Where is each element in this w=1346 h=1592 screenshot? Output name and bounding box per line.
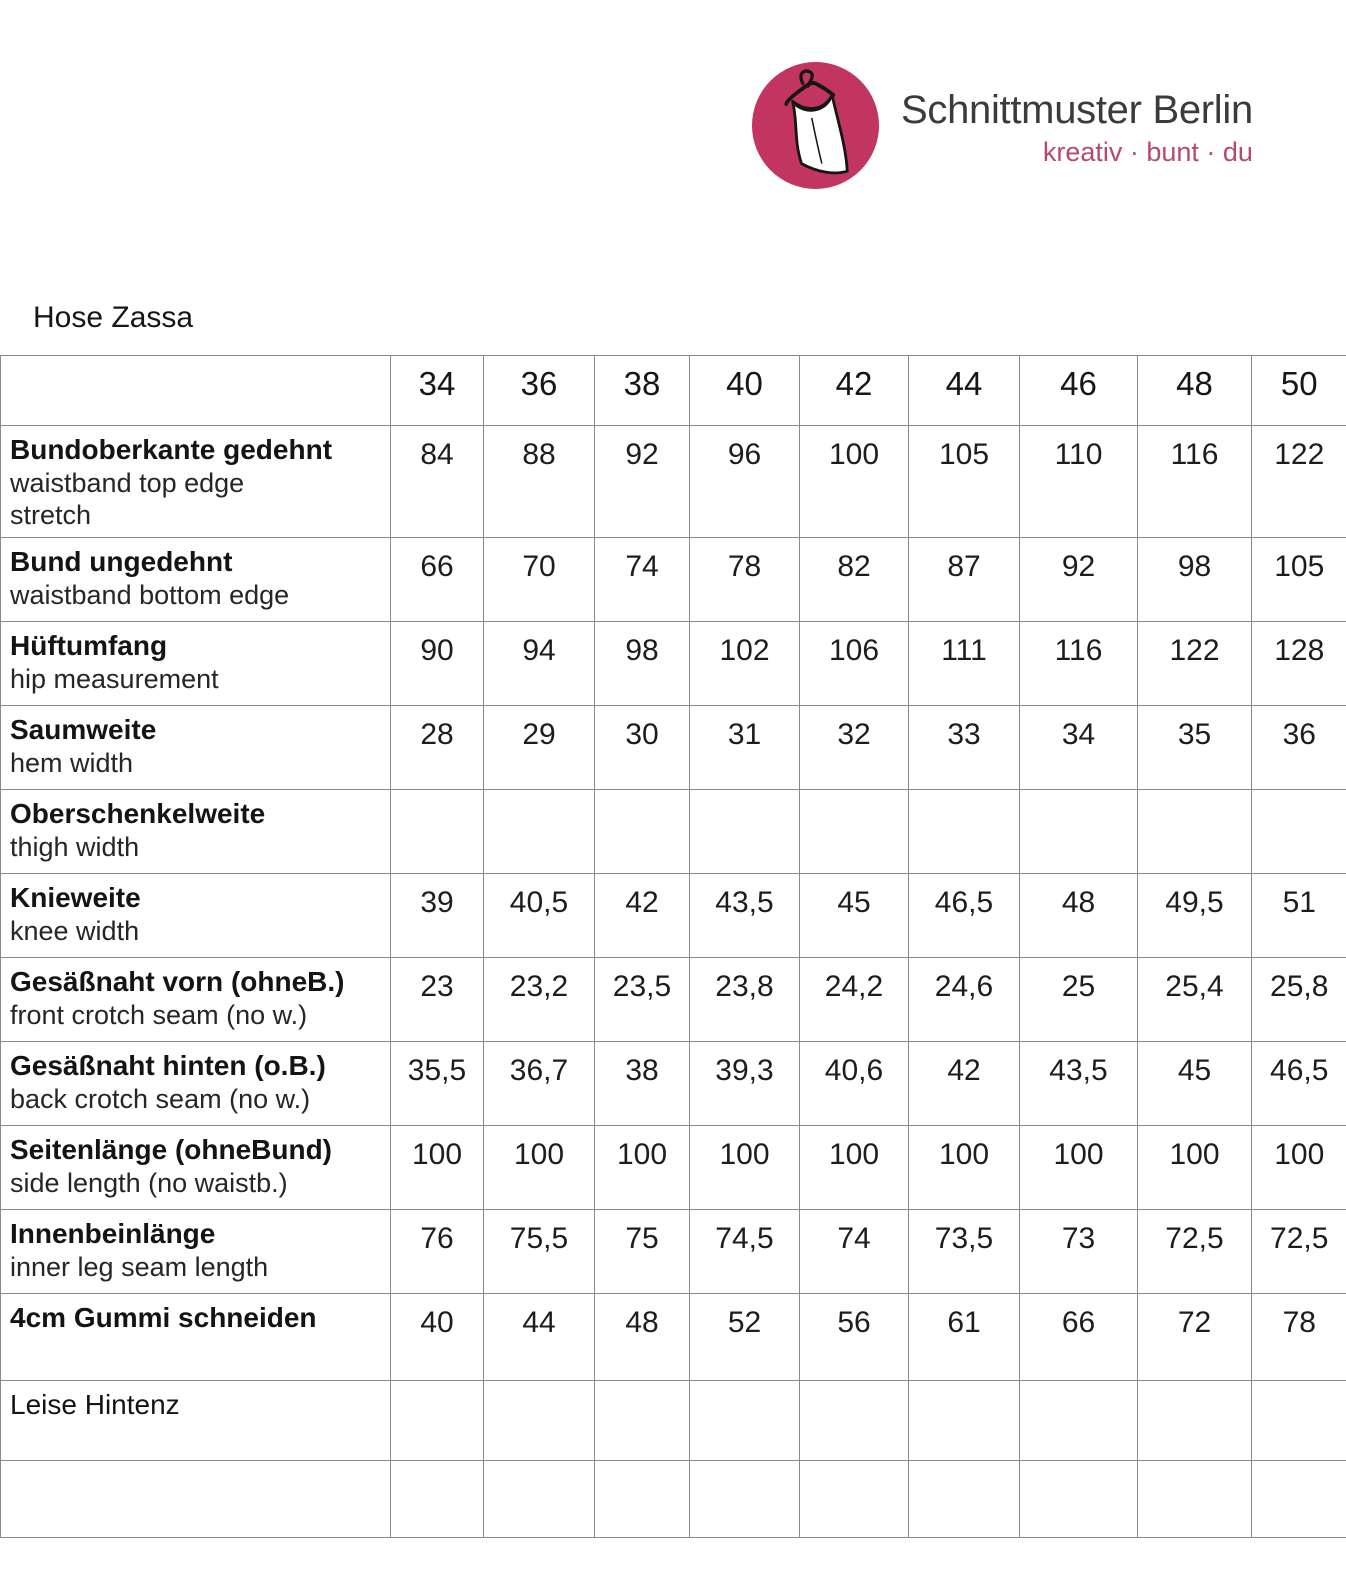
table-row [1, 622, 1346, 706]
table-row [1, 538, 1346, 622]
value-cell [595, 790, 690, 874]
size-column-header: 36 [484, 356, 595, 426]
value-cell: 23,5 [595, 958, 690, 1042]
value-cell: 56 [800, 1294, 909, 1381]
measurement-label-en: hem width [10, 747, 134, 778]
table-row [1, 1042, 1346, 1126]
value-cell: 36 [1252, 706, 1346, 790]
value-cell [1252, 1461, 1346, 1538]
value-cell: 73,5 [909, 1210, 1020, 1294]
value-cell: 51 [1252, 874, 1346, 958]
measurement-label-en: front crotch seam (no w.) [10, 999, 308, 1030]
value-cell: 116 [1138, 426, 1252, 538]
measurement-label-en: thigh width [10, 831, 140, 862]
value-cell: 24,2 [800, 958, 909, 1042]
value-cell: 100 [909, 1126, 1020, 1210]
value-cell: 74 [595, 538, 690, 622]
value-cell [1138, 790, 1252, 874]
value-cell: 43,5 [1020, 1042, 1138, 1126]
measurement-label-en: side length (no waistb.) [10, 1167, 288, 1198]
value-cell: 102 [690, 622, 800, 706]
value-cell: 100 [1138, 1126, 1252, 1210]
value-cell: 100 [690, 1126, 800, 1210]
value-cell [800, 1461, 909, 1538]
value-cell: 46,5 [1252, 1042, 1346, 1126]
value-cell: 87 [909, 538, 1020, 622]
value-cell: 48 [1020, 874, 1138, 958]
value-cell: 100 [1252, 1126, 1346, 1210]
measurement-label-cell [1, 538, 391, 622]
value-cell: 90 [391, 622, 484, 706]
value-cell: 46,5 [909, 874, 1020, 958]
table-row [1, 1210, 1346, 1294]
table-row [1, 1381, 1346, 1461]
table-corner-cell [1, 356, 391, 426]
value-cell: 98 [1138, 538, 1252, 622]
brand-tagline: kreativ · bunt · du [1042, 137, 1253, 167]
table-row [1, 706, 1346, 790]
value-cell: 35,5 [391, 1042, 484, 1126]
measurement-label-en: waistband top edge stretch [10, 467, 245, 530]
value-cell: 24,6 [909, 958, 1020, 1042]
page-title: Hose Zassa [33, 301, 194, 334]
measurement-label-cell [1, 874, 391, 958]
value-cell: 43,5 [690, 874, 800, 958]
table-row [1, 1461, 1346, 1538]
measurement-label-de: Bund ungedehnt [10, 546, 233, 578]
value-cell: 61 [909, 1294, 1020, 1381]
value-cell [484, 790, 595, 874]
value-cell: 72,5 [1138, 1210, 1252, 1294]
value-cell: 32 [800, 706, 909, 790]
value-cell: 92 [595, 426, 690, 538]
measurement-label-de: Leise Hintenz [10, 1389, 180, 1421]
value-cell: 100 [484, 1126, 595, 1210]
value-cell: 48 [595, 1294, 690, 1381]
measurement-label-en: waistband bottom edge [10, 579, 290, 610]
measurement-label-en: hip measurement [10, 663, 219, 694]
measurement-label-de: Saumweite [10, 714, 157, 746]
value-cell: 100 [800, 1126, 909, 1210]
value-cell [1252, 1381, 1346, 1461]
value-cell: 72 [1138, 1294, 1252, 1381]
value-cell: 76 [391, 1210, 484, 1294]
measurement-label-de: Innenbeinlänge [10, 1218, 216, 1250]
value-cell: 122 [1252, 426, 1346, 538]
value-cell: 34 [1020, 706, 1138, 790]
value-cell: 128 [1252, 622, 1346, 706]
measurement-label-de: Seitenlänge (ohneBund) [10, 1134, 332, 1166]
value-cell: 42 [909, 1042, 1020, 1126]
value-cell: 40 [391, 1294, 484, 1381]
size-column-header: 48 [1138, 356, 1252, 426]
table-row [1, 958, 1346, 1042]
value-cell [909, 790, 1020, 874]
value-cell [690, 1381, 800, 1461]
size-column-header: 38 [595, 356, 690, 426]
value-cell [595, 1381, 690, 1461]
value-cell [690, 1461, 800, 1538]
value-cell: 106 [800, 622, 909, 706]
measurement-label-de: Bundoberkante gedehnt [10, 434, 333, 465]
value-cell: 78 [690, 538, 800, 622]
value-cell: 35 [1138, 706, 1252, 790]
value-cell: 45 [1138, 1042, 1252, 1126]
value-cell: 84 [391, 426, 484, 538]
measurement-label-cell [1, 426, 391, 538]
value-cell: 100 [800, 426, 909, 538]
measurement-label-cell [1, 958, 391, 1042]
value-cell [909, 1381, 1020, 1461]
value-cell: 105 [1252, 538, 1346, 622]
value-cell: 45 [800, 874, 909, 958]
measurement-label-cell [1, 1210, 391, 1294]
value-cell [909, 1461, 1020, 1538]
size-header-row [1, 356, 1346, 426]
value-cell [1020, 1461, 1138, 1538]
value-cell: 72,5 [1252, 1210, 1346, 1294]
value-cell: 39 [391, 874, 484, 958]
value-cell: 116 [1020, 622, 1138, 706]
table-row [1, 1126, 1346, 1210]
value-cell: 94 [484, 622, 595, 706]
value-cell [484, 1461, 595, 1538]
value-cell: 42 [595, 874, 690, 958]
value-cell: 33 [909, 706, 1020, 790]
table-row [1, 790, 1346, 874]
value-cell: 92 [1020, 538, 1138, 622]
value-cell: 110 [1020, 426, 1138, 538]
value-cell: 39,3 [690, 1042, 800, 1126]
measurement-label-de: Oberschenkelweite [10, 798, 266, 830]
size-column-header: 44 [909, 356, 1020, 426]
dress-on-hanger-icon [752, 62, 879, 189]
size-column-header: 34 [391, 356, 484, 426]
value-cell: 52 [690, 1294, 800, 1381]
brand-wordmark [901, 62, 1253, 168]
value-cell: 122 [1138, 622, 1252, 706]
value-cell [595, 1461, 690, 1538]
value-cell: 98 [595, 622, 690, 706]
value-cell: 70 [484, 538, 595, 622]
value-cell: 40,6 [800, 1042, 909, 1126]
value-cell: 88 [484, 426, 595, 538]
value-cell [1252, 790, 1346, 874]
measurement-label-en: back crotch seam (no w.) [10, 1083, 311, 1114]
value-cell: 78 [1252, 1294, 1346, 1381]
value-cell: 75 [595, 1210, 690, 1294]
value-cell: 25 [1020, 958, 1138, 1042]
value-cell: 100 [595, 1126, 690, 1210]
value-cell: 38 [595, 1042, 690, 1126]
size-column-header: 50 [1252, 356, 1346, 426]
measurement-label-de: Knieweite [10, 882, 141, 914]
value-cell: 82 [800, 538, 909, 622]
size-column-header: 46 [1020, 356, 1138, 426]
value-cell: 111 [909, 622, 1020, 706]
table-row [1, 874, 1346, 958]
size-table [0, 355, 1346, 1538]
measurement-label-cell [1, 1381, 391, 1461]
value-cell: 96 [690, 426, 800, 538]
measurement-label-cell [1, 1294, 391, 1381]
value-cell: 66 [1020, 1294, 1138, 1381]
measurement-label-en: inner leg seam length [10, 1251, 269, 1282]
value-cell [800, 1381, 909, 1461]
value-cell: 66 [391, 538, 484, 622]
size-column-header: 40 [690, 356, 800, 426]
value-cell: 30 [595, 706, 690, 790]
value-cell: 75,5 [484, 1210, 595, 1294]
value-cell [1020, 1381, 1138, 1461]
value-cell [391, 790, 484, 874]
measurement-label-cell [1, 1461, 391, 1538]
measurement-label-de: Gesäßnaht vorn (ohneB.) [10, 966, 345, 998]
value-cell: 49,5 [1138, 874, 1252, 958]
brand-name: Schnittmuster Berlin [901, 88, 1253, 132]
table-row [1, 1294, 1346, 1381]
value-cell: 36,7 [484, 1042, 595, 1126]
value-cell: 28 [391, 706, 484, 790]
value-cell: 100 [391, 1126, 484, 1210]
measurement-label-cell [1, 706, 391, 790]
measurement-label-en: knee width [10, 915, 140, 946]
measurement-label-de: Hüftumfang [10, 630, 168, 662]
value-cell: 74,5 [690, 1210, 800, 1294]
value-cell: 100 [1020, 1126, 1138, 1210]
value-cell [690, 790, 800, 874]
size-column-header: 42 [800, 356, 909, 426]
value-cell [391, 1381, 484, 1461]
value-cell: 29 [484, 706, 595, 790]
value-cell: 31 [690, 706, 800, 790]
measurement-label-de: Gesäßnaht hinten (o.B.) [10, 1050, 326, 1082]
value-cell [1020, 790, 1138, 874]
value-cell: 73 [1020, 1210, 1138, 1294]
value-cell [484, 1381, 595, 1461]
value-cell: 44 [484, 1294, 595, 1381]
value-cell [391, 1461, 484, 1538]
value-cell: 105 [909, 426, 1020, 538]
value-cell: 23,2 [484, 958, 595, 1042]
value-cell [1138, 1461, 1252, 1538]
brand-logo [752, 62, 1253, 189]
measurement-label-cell [1, 1042, 391, 1126]
value-cell [1138, 1381, 1252, 1461]
value-cell: 25,8 [1252, 958, 1346, 1042]
measurement-label-cell [1, 1126, 391, 1210]
table-row [1, 426, 1346, 538]
value-cell: 25,4 [1138, 958, 1252, 1042]
measurement-label-de: 4cm Gummi schneiden [10, 1302, 317, 1334]
value-cell: 40,5 [484, 874, 595, 958]
value-cell: 23,8 [690, 958, 800, 1042]
value-cell: 23 [391, 958, 484, 1042]
value-cell: 74 [800, 1210, 909, 1294]
measurement-label-cell [1, 790, 391, 874]
measurement-label-cell [1, 622, 391, 706]
value-cell [800, 790, 909, 874]
